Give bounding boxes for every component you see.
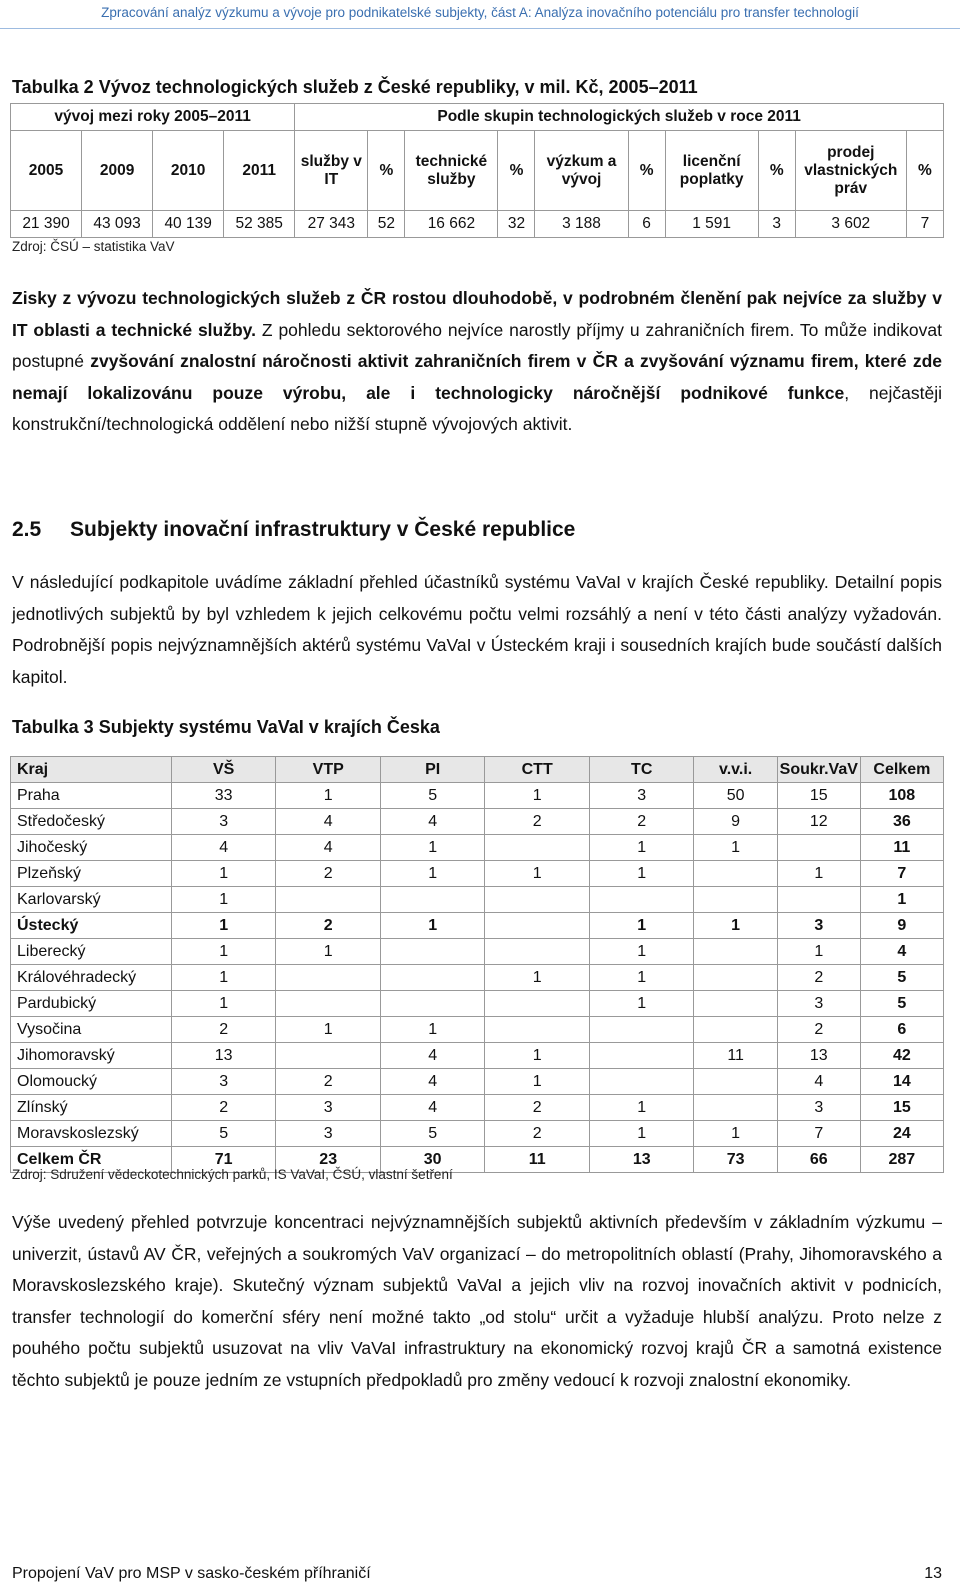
para3-text: Výše uvedený přehled potvrzuje koncentraci nejvýznamnějších subjektů aktivních především v základním výzkumu – univerzit, ústavů AV ČR, veřejných a soukromých VaV organizací – do metropolitních oblastí (Prahy, Jihomoravského a Moravskoslezského kraje). Skutečný význam subjektů VaVaI a jejich vliv na rozvoj inovačních aktivit v podnicích, transfer technologií do komerční sféry není možné takto „od stolu“ určit a vyžaduje hlubší analýzu. Proto nelze z pouhého počtu subjektů usuzovat na vliv VaVaI infrastruktury na ekonomický rozvoj krajů ČR a samotná existence těchto subjektů je pouze jedním ze vstupních předpokladů pro změny vedoucí k rozvoji znalostní ekonomiky. (12, 1212, 942, 1390)
table3-col-header: Soukr.VaV (777, 757, 860, 783)
table3-cell (485, 991, 590, 1017)
table3-cell: 1 (590, 939, 694, 965)
table3 (10, 756, 944, 1173)
table2-col-header: % (368, 131, 405, 211)
table2-source: Zdroj: ČSÚ – statistika VaV (12, 239, 175, 254)
table2-cell: 21 390 (11, 211, 82, 238)
table3-cell: 66 (777, 1147, 860, 1173)
table3-cell: 3 (276, 1121, 381, 1147)
table3-cell: 11 (485, 1147, 590, 1173)
table3-col-header: Celkem (860, 757, 943, 783)
table3-cell: 1 (171, 965, 275, 991)
table3-cell: 1 (590, 1121, 694, 1147)
table3-cell: 33 (171, 783, 275, 809)
table2-cell: 43 093 (82, 211, 153, 238)
table3-row (11, 991, 944, 1017)
table3-region-cell: Zlínský (11, 1095, 172, 1121)
table3-cell: 1 (590, 861, 694, 887)
table2-cell: 7 (906, 211, 943, 238)
table3-cell: 108 (860, 783, 943, 809)
table3-row (11, 1017, 944, 1043)
table3-cell: 6 (860, 1017, 943, 1043)
table3-cell: 1 (171, 887, 275, 913)
table3-cell (485, 939, 590, 965)
table3-source: Zdroj: Sdružení vědeckotechnických parků, IS VaVaI, ČSÚ, vlastní šetření (12, 1167, 453, 1182)
table3-cell: 24 (860, 1121, 943, 1147)
table3-cell: 4 (777, 1069, 860, 1095)
table3-cell (381, 991, 485, 1017)
table3-cell: 2 (276, 1069, 381, 1095)
table3-cell (777, 835, 860, 861)
table2-cell: 1 591 (665, 211, 758, 238)
page-header: Zpracování analýz výzkumu a vývoje pro podnikatelské subjekty, část A: Analýza inovačního potenciálu pro transfer technologií (0, 0, 960, 29)
page-footer (12, 1565, 942, 1583)
table3-cell: 5 (381, 1121, 485, 1147)
table3-cell: 12 (777, 809, 860, 835)
table3-row (11, 1069, 944, 1095)
table3-cell: 1 (276, 783, 381, 809)
table2-col-header: 2009 (82, 131, 153, 211)
table3-cell: 1 (485, 1043, 590, 1069)
table3-cell (694, 861, 777, 887)
table3-cell: 42 (860, 1043, 943, 1069)
para1-bold-2: zvyšování znalostní náročnosti aktivit zahraničních firem v ČR a zvyšování významu firem, které zde nemají lokalizovánu pouze výrobu, ale i technologicky náročnější podnikové funkce (12, 351, 943, 403)
table3-row (11, 1095, 944, 1121)
table2-col-header: technické služby (405, 131, 498, 211)
table3-cell: 4 (860, 939, 943, 965)
table2-cell: 3 188 (535, 211, 628, 238)
table3-cell (590, 1069, 694, 1095)
para1-text-1: Z pohledu sektorového nejvíce narostly příjmy u zahraničních firem. To může indikovat postupné (12, 319, 943, 371)
table3-cell: 5 (860, 991, 943, 1017)
para2-text: V následující podkapitole uvádíme základní přehled účastníků systému VaVaI v krajích České republiky. Detailní popis jednotlivých subjektů by byl vzhledem k jejich celkovému počtu velmi rozsáhlý a není v této části analýzy vyžadován. Podrobnější popis nejvýznamnějších aktérů systému VaVaI v Ústeckém kraji i sousedních krajích bude součástí dalších kapitol. (12, 572, 942, 687)
table3-col-header: CTT (485, 757, 590, 783)
table2-cell: 16 662 (405, 211, 498, 238)
table3-cell (590, 1043, 694, 1069)
table3-cell (694, 939, 777, 965)
table3-cell (276, 1043, 381, 1069)
table3-cell: 7 (860, 861, 943, 887)
table3-cell: 4 (276, 835, 381, 861)
table2-cell: 40 139 (153, 211, 224, 238)
table3-cell: 2 (276, 913, 381, 939)
table3-row (11, 809, 944, 835)
table3-cell: 3 (777, 991, 860, 1017)
table3-cell: 5 (171, 1121, 275, 1147)
table2-cell: 27 343 (295, 211, 368, 238)
table3-region-cell: Královéhradecký (11, 965, 172, 991)
table3-region-cell: Celkem ČR (11, 1147, 172, 1173)
table3-cell: 3 (590, 783, 694, 809)
table3-cell: 9 (860, 913, 943, 939)
table3-region-cell: Pardubický (11, 991, 172, 1017)
table2-col-header: % (498, 131, 535, 211)
table3-cell: 1 (485, 861, 590, 887)
table3-cell: 15 (860, 1095, 943, 1121)
table3-cell: 287 (860, 1147, 943, 1173)
table3-cell: 2 (590, 809, 694, 835)
table2-col-header: % (906, 131, 943, 211)
table3-cell (694, 965, 777, 991)
table2-col-header: prodej vlastnických práv (795, 131, 906, 211)
table3-caption: Tabulka 3 Subjekty systému VaVaI v krajích Česka (12, 717, 440, 737)
table2-col-header: 2010 (153, 131, 224, 211)
table3-cell: 1 (485, 965, 590, 991)
table3-col-header: v.v.i. (694, 757, 777, 783)
table2-cell: 3 (758, 211, 795, 238)
section-heading (12, 518, 575, 542)
table3-cell: 1 (171, 939, 275, 965)
table3-cell: 2 (485, 1121, 590, 1147)
section-title: Subjekty inovační infrastruktury v České republice (70, 518, 576, 541)
table3-cell (694, 887, 777, 913)
table2-group2: Podle skupin technologických služeb v roce 2011 (295, 104, 944, 131)
table3-cell (485, 835, 590, 861)
table3-cell: 1 (381, 861, 485, 887)
table3-cell: 11 (694, 1043, 777, 1069)
para1-text-2: , nejčastěji konstrukční/technologická oddělení nebo nižší stupně vývojových aktivit. (12, 382, 942, 434)
table3-cell (485, 887, 590, 913)
table3-region-cell: Olomoucký (11, 1069, 172, 1095)
table2-data-row (11, 211, 944, 238)
table3-cell: 7 (777, 1121, 860, 1147)
table3-cell: 1 (171, 913, 275, 939)
table3-cell: 3 (276, 1095, 381, 1121)
table3-cell (590, 887, 694, 913)
table3-region-cell: Moravskoslezský (11, 1121, 172, 1147)
table3-row (11, 1043, 944, 1069)
table2-cell: 52 385 (224, 211, 295, 238)
table2-col-header: licenční poplatky (665, 131, 758, 211)
table3-cell: 71 (171, 1147, 275, 1173)
table3-cell: 1 (694, 913, 777, 939)
table3-cell: 3 (777, 1095, 860, 1121)
table3-cell (276, 887, 381, 913)
table2-col-header: výzkum a vývoj (535, 131, 628, 211)
table3-cell (694, 1069, 777, 1095)
table3-cell: 1 (381, 835, 485, 861)
table3-region-cell: Praha (11, 783, 172, 809)
table3-col-header: PI (381, 757, 485, 783)
table2-col-header: služby v IT (295, 131, 368, 211)
table3-cell: 1 (694, 835, 777, 861)
table2 (10, 103, 944, 238)
table3-cell: 50 (694, 783, 777, 809)
para1-bold-1: Zisky z vývozu technologických služeb z ČR rostou dlouhodobě, v podrobném členění pak nejvíce za služby v IT oblasti a technické služby. (12, 288, 942, 340)
table3-region-cell: Vysočina (11, 1017, 172, 1043)
table3-cell: 1 (276, 939, 381, 965)
table3-cell: 2 (171, 1095, 275, 1121)
table3-cell: 2 (777, 965, 860, 991)
table3-row (11, 913, 944, 939)
table3-cell: 2 (485, 809, 590, 835)
table3-cell: 1 (381, 1017, 485, 1043)
table3-row (11, 835, 944, 861)
table3-row (11, 1121, 944, 1147)
table2-header-row (11, 131, 944, 211)
table3-cell (694, 1017, 777, 1043)
table3-cell (590, 1017, 694, 1043)
table2-cell: 52 (368, 211, 405, 238)
table3-cell: 1 (590, 913, 694, 939)
table3-cell (276, 965, 381, 991)
table3-cell: 1 (694, 1121, 777, 1147)
table3-cell: 30 (381, 1147, 485, 1173)
page-number: 13 (924, 1565, 942, 1582)
table2-cell: 3 602 (795, 211, 906, 238)
table3-row (11, 887, 944, 913)
table2-col-header: 2005 (11, 131, 82, 211)
table3-col-header: TC (590, 757, 694, 783)
table3-cell (485, 1017, 590, 1043)
table3-cell (485, 913, 590, 939)
table3-cell: 13 (777, 1043, 860, 1069)
table3-cell (381, 887, 485, 913)
table3-region-cell: Karlovarský (11, 887, 172, 913)
table3-cell: 4 (381, 1043, 485, 1069)
table3-row (11, 939, 944, 965)
table3-region-cell: Středočeský (11, 809, 172, 835)
table3-cell (381, 965, 485, 991)
table2-col-header: % (628, 131, 665, 211)
table2-col-header: % (758, 131, 795, 211)
table2-caption: Tabulka 2 Vývoz technologických služeb z České republiky, v mil. Kč, 2005–2011 (12, 77, 698, 97)
table3-cell: 1 (276, 1017, 381, 1043)
table3-cell: 3 (171, 1069, 275, 1095)
table3-cell: 1 (485, 783, 590, 809)
table2-cell: 6 (628, 211, 665, 238)
table3-cell: 2 (485, 1095, 590, 1121)
table3-cell: 2 (276, 861, 381, 887)
table2-cell: 32 (498, 211, 535, 238)
table3-cell: 1 (485, 1069, 590, 1095)
table3-region-cell: Liberecký (11, 939, 172, 965)
table3-cell: 5 (381, 783, 485, 809)
table3-cell: 4 (381, 1095, 485, 1121)
table3-cell: 1 (590, 835, 694, 861)
paragraph-2 (12, 567, 942, 693)
table3-cell: 1 (777, 939, 860, 965)
table3-cell: 1 (777, 861, 860, 887)
table3-region-cell: Ústecký (11, 913, 172, 939)
table2-col-header: 2011 (224, 131, 295, 211)
table3-col-header: VTP (276, 757, 381, 783)
table3-cell: 36 (860, 809, 943, 835)
table3-cell: 4 (171, 835, 275, 861)
table3-row (11, 861, 944, 887)
table3-region-cell: Plzeňský (11, 861, 172, 887)
paragraph-1 (12, 283, 942, 441)
table3-cell: 1 (590, 991, 694, 1017)
table3-col-header: VŠ (171, 757, 275, 783)
table3-cell: 1 (860, 887, 943, 913)
table3-cell: 3 (777, 913, 860, 939)
table3-cell: 3 (171, 809, 275, 835)
table3-cell: 4 (381, 1069, 485, 1095)
table3-cell: 2 (171, 1017, 275, 1043)
table3-cell: 73 (694, 1147, 777, 1173)
table3-cell (694, 1095, 777, 1121)
table3-region-cell: Jihomoravský (11, 1043, 172, 1069)
table3-row (11, 783, 944, 809)
table3-cell: 1 (381, 913, 485, 939)
table3-row (11, 965, 944, 991)
table3-cell (381, 939, 485, 965)
table3-cell (777, 887, 860, 913)
table2-group1: vývoj mezi roky 2005–2011 (11, 104, 295, 131)
table3-col-header: Kraj (11, 757, 172, 783)
table3-cell: 1 (171, 991, 275, 1017)
table3-cell: 13 (590, 1147, 694, 1173)
table3-cell: 5 (860, 965, 943, 991)
table3-cell: 14 (860, 1069, 943, 1095)
table3-cell: 4 (276, 809, 381, 835)
table3-cell: 1 (171, 861, 275, 887)
table3-cell: 9 (694, 809, 777, 835)
table3-cell: 1 (590, 965, 694, 991)
table3-header-row (11, 757, 944, 783)
paragraph-3 (12, 1207, 942, 1396)
table3-cell (694, 991, 777, 1017)
table3-cell: 15 (777, 783, 860, 809)
table3-cell: 23 (276, 1147, 381, 1173)
table3-cell (276, 991, 381, 1017)
table3-cell: 1 (590, 1095, 694, 1121)
table3-cell: 11 (860, 835, 943, 861)
table3-region-cell: Jihočeský (11, 835, 172, 861)
table3-cell: 2 (777, 1017, 860, 1043)
table3-cell: 4 (381, 809, 485, 835)
section-number: 2.5 (12, 518, 42, 541)
table3-cell: 13 (171, 1043, 275, 1069)
footer-title: Propojení VaV pro MSP v sasko-českém příhraničí (12, 1565, 371, 1582)
